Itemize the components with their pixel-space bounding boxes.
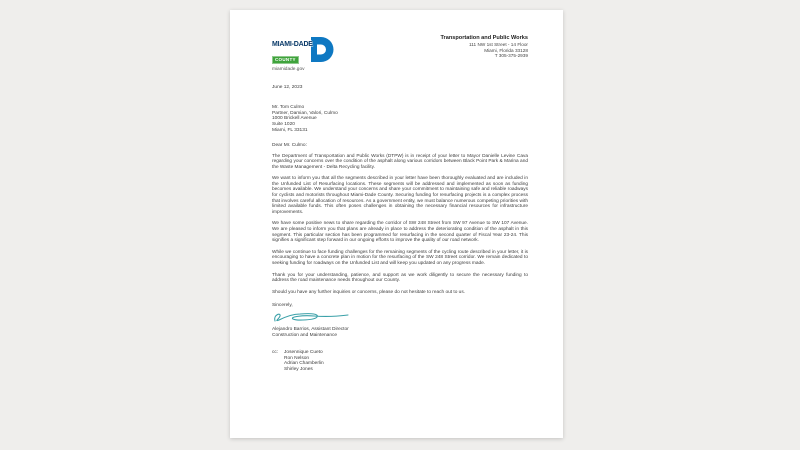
cc-names [284,350,324,373]
letterhead [272,36,528,72]
logo-brand-text: MIAMI-DADE [272,41,313,48]
closing: Sincerely, [272,303,293,309]
recipient-line: 1000 Brickell Avenue [272,116,317,122]
recipient-line: Suite 1020 [272,122,295,128]
cc-name: Josennique Cueto [284,349,323,355]
cc-name: Adrian Chamberlin [284,361,324,367]
logo-county-badge: COUNTY [272,56,299,64]
cc-label: cc: [272,349,279,355]
body-paragraph: We have some positive news to share regarding the corridor of SW 248 Street from SW 97 Avenue to SW 107 Avenue. We are pleased to inform you that plans are already in place to address the deteriorating condition of the asphalt in this segment. This particular section has been programmed for resurfacing in the second quarter of Fiscal Year 23-24. This signifies a significant step forward in our ongoing efforts to improve the quality of our road network. [272,221,528,244]
recipient-line: Partner, Damian, Valori, Culmo [272,110,338,116]
cc-name: Ron Nelson [284,355,310,361]
signer-name-title: Alejandro Barrios, Assistant Director [272,327,349,333]
department-name: Transportation and Public Works [440,35,528,41]
logo-website: miamidade.gov [272,67,305,72]
miami-dade-county-logo [272,36,336,63]
recipient-line: Mr. Tom Culmo [272,105,305,110]
logo-d-icon [309,36,336,63]
signature-scribble-icon [272,310,352,326]
body-paragraph: Thank you for your understanding, patience, and support as we work diligently to secure the necessary funding to address the road maintenance needs throughout our County. [272,272,528,284]
body-paragraph: While we continue to face funding challenges for the remaining segments of the cycling route described in your letter, it is encouraging to have a concrete plan in motion for the resurfacing of the SW 248 Street corridor. We remain dedicated to seeking funding for roadways on the Unfunded List and will keep you updated on any progress made. [272,249,528,267]
department-address-line: 111 NW 1st Street - 14 Floor [469,41,528,47]
department-address-line: Miami, Florida 33128 [484,47,528,53]
signer-department: Construction and Maintenance [272,333,338,339]
cc-name: Shirley Jones [284,366,313,372]
letter-date: June 12, 2023 [272,85,303,90]
body-paragraph: Should you have any further inquiries or concerns, please do not hesitate to reach out to us. [272,289,466,295]
letter-page [230,10,563,438]
logo-block [272,36,352,72]
salutation: Dear Mr. Culmo: [272,142,307,148]
recipient-address-block [272,105,528,134]
logo-text [272,41,313,66]
department-address-block [440,36,528,59]
department-phone: T 305-375-2939 [494,53,528,59]
handwritten-signature [272,310,528,326]
body-paragraph: The Department of Transportation and Public Works (DTPW) is in receipt of your letter to Mayor Danielle Levine Cava regarding your concerns over the condition of the asphalt along various corridors between Black Point Park & Marina and the Waste Management - Delta Recycling facility. [272,153,528,170]
body-paragraph: We want to inform you that all the segments described in your letter have been thoroughly evaluated and are included in the Unfunded List of Resurfacing locations. These segments will be addressed and implemented as soon as funding becomes available. We understand your concerns and share your commitment to maintaining safe and reliable roadways for cyclists and motorists throughout Miami-Dade County. Securing funding for resurfacing projects is a complex process that involves careful allocation of resources. As a government entity, we must balance numerous competing priorities with limited available funds. This often poses challenges in obtaining the necessary financial resources for infrastructure improvements. [272,176,528,215]
cc-block [272,350,528,373]
recipient-line: Miami, FL 33131 [272,127,308,133]
signer-block [272,327,528,338]
